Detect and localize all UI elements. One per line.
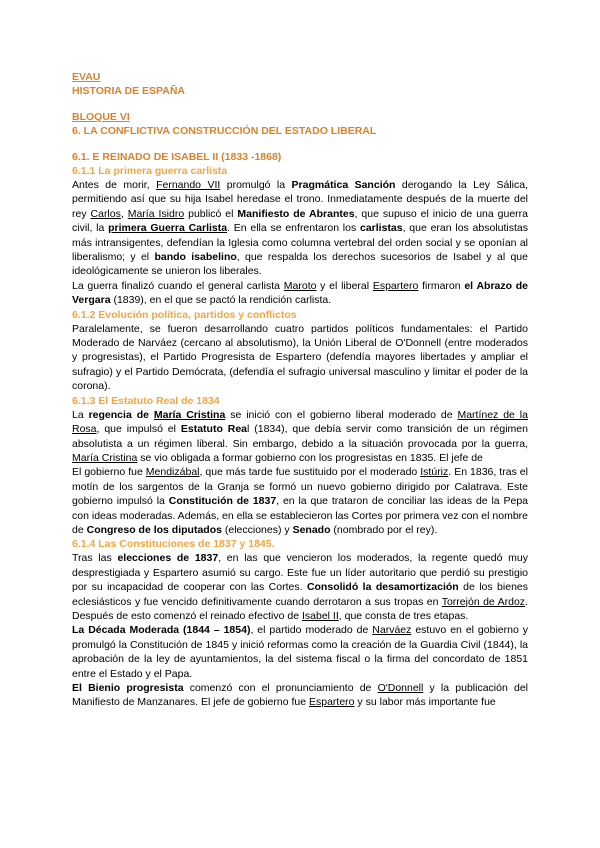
subsection-title-6-1-2: 6.1.2 Evolución política, partidos y conflictos <box>72 308 297 321</box>
link-martinez-de-la-rosa[interactable]: Martínez de la Rosa <box>72 408 528 436</box>
subsection-title-6-1-4: 6.1.4 Las Constituciones de 1837 y 1845. <box>72 538 275 551</box>
block-label: BLOQUE VI <box>72 111 130 123</box>
subsection-title-6-1-1: 6.1.1 La primera guerra carlista <box>72 165 228 177</box>
link-primera-guerra-carlista[interactable]: primera Guerra Carlista <box>108 222 228 235</box>
paragraph-abrazo-vergara: La guerra finalizó cuando el general carlista Maroto y el liberal Espartero firmaron el Abrazo de Vergara (1839), en el que se pactó la rendición carlista. <box>72 279 529 307</box>
section-title: 6.1. E REINADO DE ISABEL II (1833 -1868) <box>72 151 282 163</box>
paragraph-decada-moderada: La Década Moderada (1844 – 1854), el partido moderado de Narváez estuvo en el gobierno y promulgó la Constitución de 1845 y inició reformas como la creación de la Guardia Civil (1844), la aprobación de la ley de ayuntamientos, la del sistema fiscal o la firma del concordato de 1851 entre el Estado y el Papa. <box>72 624 528 680</box>
link-mendizabal[interactable]: Mendizábal <box>145 466 200 479</box>
document-page <box>72 70 528 710</box>
link-carlos[interactable]: Carlos <box>90 207 121 220</box>
paragraph-constitution-1837: El gobierno fue Mendizábal, que más tarde fue sustituido por el moderado Istúriz. En 1836, tras el motín de los sargentos de la Granja se formó un nuevo gobierno dirigido por Calatrava. Este gobierno impulsó la Constitución de 1837, en la que trataron de conciliar las ideas de la Pepa con ideas moderadas. Además, en ella se establecieron las Cortes por primera vez con el nombre de Congreso de los diputados (elecciones) y Senado (nombrado por el rey). <box>72 466 528 536</box>
link-maria-isidro[interactable]: María Isidro <box>127 207 185 220</box>
link-isturiz[interactable]: Istúriz <box>420 466 449 479</box>
paragraph-carlist-war: Antes de morir, Fernando VII promulgó la Pragmática Sanción derogando la Ley Sálica, permitiendo así que su hija Isabel heredase el trono. Inmediatamente después de la muerte del rey Carlos, María Isidro publicó el Manifiesto de Abrantes, que supuso el inicio de una guerra civil, la primera Guerra Carlista. En ella se enfrentaron los carlistas, que eran los absolutistas más intransigentes, defendían la Iglesia como columna vertebral del orden social y se oponían al liberalismo; y el bando isabelino, que respalda los derechos sucesorios de Isabel y al que ideológicamente se unieron los liberales. <box>72 179 528 278</box>
subject-title: HISTORIA DE ESPAÑA <box>72 85 185 97</box>
link-isabel-ii[interactable]: Isabel II <box>301 609 339 622</box>
subsection-title-6-1-3: 6.1.3 El Estatuto Real de 1834 <box>72 394 220 407</box>
paragraph-elections-1837: Tras las elecciones de 1837, en las que vencieron los moderados, la regente quedó muy desprestigiada y Espartero asumió su cargo. Este fue un líder autoritario que perdió su prestigio por su incapacidad de cooperar con las Cortes. Consolidó la desamortización de los bienes eclesiásticos y fue vencido definitivamente cuando derrotaron a sus tropas en Torrejón de Ardoz. Después de esto comenzó el reinado efectivo de Isabel II, que consta de tres etapas. <box>72 552 529 622</box>
course-label: EVAU <box>72 71 101 83</box>
link-fernando-vii[interactable]: Fernando VII <box>156 179 221 191</box>
paragraph-bienio-progresista: El Bienio progresista comenzó con el pronunciamiento de O'Donnell y la publicación del Manifiesto de Manzanares. El jefe de gobierno fue Espartero y su labor más importante fue <box>72 682 528 709</box>
link-odonnell[interactable]: O'Donnell <box>377 682 424 694</box>
link-espartero[interactable]: Espartero <box>372 279 419 292</box>
link-torrejon-de-ardoz[interactable]: Torrejón de Ardoz <box>441 595 526 608</box>
link-maria-cristina-2[interactable]: María Cristina <box>72 451 138 464</box>
link-maroto[interactable]: Maroto <box>283 279 317 292</box>
link-maria-cristina[interactable]: María Cristina <box>153 408 226 421</box>
paragraph-political-parties: Paralelamente, se fueron desarrollando cuatro partidos políticos fundamentales: el Partido Moderado de Narváez (cercano al absolutismo), la Unión Liberal de O'Donnell (entre moderados y progresistas), el Partido Progresista de Espartero (defendía mayores libertades y ampliar el sufragio) y el Partido Demócrata, (defendía el sufragio universal masculino y limitar el poder de la corona). <box>72 322 528 393</box>
link-narvaez[interactable]: Narváez <box>372 624 412 637</box>
unit-title: 6. LA CONFLICTIVA CONSTRUCCIÓN DEL ESTADO LIBERAL <box>72 125 377 137</box>
paragraph-regency: La regencia de María Cristina se inició con el gobierno liberal moderado de Martínez de la Rosa, que impulsó el Estatuto Real (1834), que debía servir como transición de un régimen absolutista a un régimen liberal. Sin embargo, debido a la situación provocada por la guerra, María Cristina se vio obligada a formar gobierno con los progresistas en 1835. El jefe de <box>72 408 528 464</box>
link-espartero-2[interactable]: Espartero <box>308 696 355 709</box>
